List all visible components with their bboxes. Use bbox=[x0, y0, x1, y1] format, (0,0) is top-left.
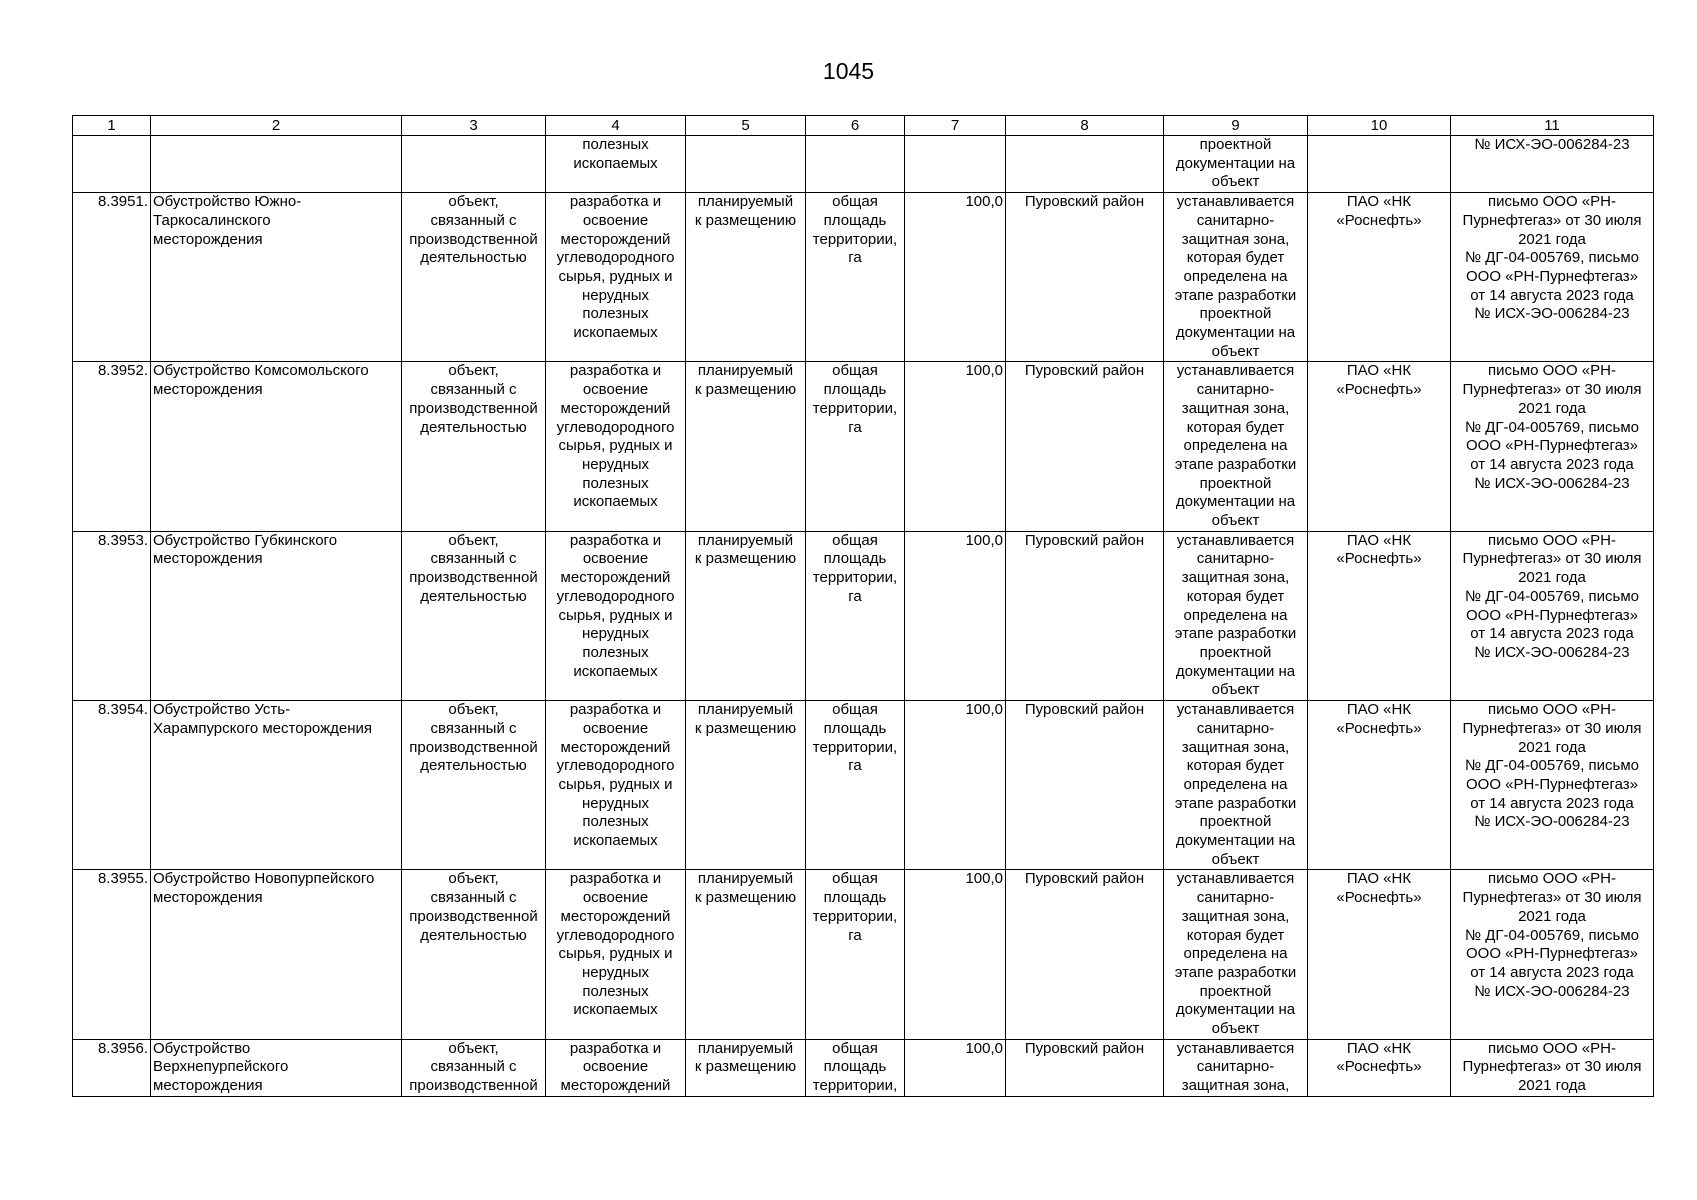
cell-purpose: разработка и освоение месторождений углеводородного сырья, рудных и нерудных полезных ископаемых bbox=[546, 193, 686, 362]
cell-value: 100,0 bbox=[905, 870, 1006, 1039]
column-number: 9 bbox=[1164, 116, 1308, 136]
cell-basis: письмо ООО «РН- Пурнефтегаз» от 30 июля 2021 года № ДГ-04-005769, письмо ООО «РН-Пурнефтегаз» от 14 августа 2023 года № ИСХ-ЭО-006284-23 bbox=[1451, 193, 1654, 362]
cell-status: планируемый к размещению bbox=[686, 701, 806, 870]
cell-purpose: разработка и освоение месторождений углеводородного сырья, рудных и нерудных полезных ископаемых bbox=[546, 701, 686, 870]
cell-location: Пуровский район bbox=[1006, 531, 1164, 700]
register-table bbox=[72, 115, 1654, 1097]
cell-purpose: разработка и освоение месторождений углеводородного сырья, рудных и нерудных полезных ископаемых bbox=[546, 531, 686, 700]
cell-organization: ПАО «НК «Роснефть» bbox=[1308, 1039, 1451, 1096]
cell-basis: № ИСХ-ЭО-006284-23 bbox=[1451, 136, 1654, 193]
cell-zone: проектной документации на объект bbox=[1164, 136, 1308, 193]
cell-status: планируемый к размещению bbox=[686, 531, 806, 700]
cell-zone: устанавливается санитарно- защитная зона, которая будет определена на этапе разработки проектной документации на объект bbox=[1164, 531, 1308, 700]
cell-purpose: полезных ископаемых bbox=[546, 136, 686, 193]
cell-basis: письмо ООО «РН- Пурнефтегаз» от 30 июля 2021 года № ДГ-04-005769, письмо ООО «РН-Пурнефтегаз» от 14 августа 2023 года № ИСХ-ЭО-006284-23 bbox=[1451, 362, 1654, 531]
cell-value: 100,0 bbox=[905, 362, 1006, 531]
continuation-row bbox=[73, 136, 1654, 193]
cell-number: 8.3955. bbox=[73, 870, 151, 1039]
cell-name: Обустройство Усть- Харампурского месторождения bbox=[151, 701, 402, 870]
cell-purpose: разработка и освоение месторождений углеводородного сырья, рудных и нерудных полезных ископаемых bbox=[546, 362, 686, 531]
page-number: 1045 bbox=[822, 58, 875, 84]
table-row bbox=[73, 701, 1654, 870]
column-number: 8 bbox=[1006, 116, 1164, 136]
cell-empty bbox=[1308, 136, 1451, 193]
cell-purpose: разработка и освоение месторождений углеводородного сырья, рудных и нерудных полезных ископаемых bbox=[546, 870, 686, 1039]
cell-number: 8.3952. bbox=[73, 362, 151, 531]
cell-number: 8.3954. bbox=[73, 701, 151, 870]
cell-name: Обустройство Новопурпейского месторождения bbox=[151, 870, 402, 1039]
cell-object-type: объект, связанный с производственной деятельностью bbox=[402, 193, 546, 362]
cell-zone: устанавливается санитарно- защитная зона, которая будет определена на этапе разработки проектной документации на объект bbox=[1164, 701, 1308, 870]
cell-value: 100,0 bbox=[905, 531, 1006, 700]
column-number: 2 bbox=[151, 116, 402, 136]
cell-organization: ПАО «НК «Роснефть» bbox=[1308, 362, 1451, 531]
column-numbers-row bbox=[73, 116, 1654, 136]
cell-number: 8.3953. bbox=[73, 531, 151, 700]
column-number: 5 bbox=[686, 116, 806, 136]
column-number: 6 bbox=[806, 116, 905, 136]
cell-basis: письмо ООО «РН- Пурнефтегаз» от 30 июля 2021 года № ДГ-04-005769, письмо ООО «РН-Пурнефтегаз» от 14 августа 2023 года № ИСХ-ЭО-006284-23 bbox=[1451, 870, 1654, 1039]
cell-organization: ПАО «НК «Роснефть» bbox=[1308, 531, 1451, 700]
cell-organization: ПАО «НК «Роснефть» bbox=[1308, 193, 1451, 362]
cell-characteristic: общая площадь территории, га bbox=[806, 701, 905, 870]
column-number: 4 bbox=[546, 116, 686, 136]
table-row bbox=[73, 870, 1654, 1039]
cell-zone: устанавливается санитарно- защитная зона, которая будет определена на этапе разработки проектной документации на объект bbox=[1164, 362, 1308, 531]
cell-zone: устанавливается санитарно- защитная зона, которая будет определена на этапе разработки проектной документации на объект bbox=[1164, 193, 1308, 362]
column-number: 10 bbox=[1308, 116, 1451, 136]
cell-name: Обустройство Верхнепурпейского месторождения bbox=[151, 1039, 402, 1096]
cell-name: Обустройство Южно- Таркосалинского месторождения bbox=[151, 193, 402, 362]
cell-empty bbox=[151, 136, 402, 193]
table-row bbox=[73, 531, 1654, 700]
column-number: 7 bbox=[905, 116, 1006, 136]
cell-status: планируемый к размещению bbox=[686, 1039, 806, 1096]
cell-organization: ПАО «НК «Роснефть» bbox=[1308, 701, 1451, 870]
cell-empty bbox=[806, 136, 905, 193]
cell-purpose: разработка и освоение месторождений bbox=[546, 1039, 686, 1096]
cell-number: 8.3951. bbox=[73, 193, 151, 362]
cell-object-type: объект, связанный с производственной деятельностью bbox=[402, 531, 546, 700]
table-row bbox=[73, 193, 1654, 362]
cell-object-type: объект, связанный с производственной bbox=[402, 1039, 546, 1096]
cell-basis: письмо ООО «РН- Пурнефтегаз» от 30 июля 2021 года № ДГ-04-005769, письмо ООО «РН-Пурнефтегаз» от 14 августа 2023 года № ИСХ-ЭО-006284-23 bbox=[1451, 531, 1654, 700]
table-row bbox=[73, 1039, 1654, 1096]
cell-status: планируемый к размещению bbox=[686, 870, 806, 1039]
cell-location: Пуровский район bbox=[1006, 1039, 1164, 1096]
cell-empty bbox=[686, 136, 806, 193]
cell-object-type: объект, связанный с производственной деятельностью bbox=[402, 701, 546, 870]
cell-value: 100,0 bbox=[905, 1039, 1006, 1096]
cell-object-type: объект, связанный с производственной деятельностью bbox=[402, 362, 546, 531]
cell-location: Пуровский район bbox=[1006, 193, 1164, 362]
table-row bbox=[73, 362, 1654, 531]
cell-characteristic: общая площадь территории, га bbox=[806, 870, 905, 1039]
cell-characteristic: общая площадь территории, га bbox=[806, 193, 905, 362]
cell-empty bbox=[1006, 136, 1164, 193]
cell-object-type: объект, связанный с производственной деятельностью bbox=[402, 870, 546, 1039]
cell-empty bbox=[402, 136, 546, 193]
cell-value: 100,0 bbox=[905, 701, 1006, 870]
cell-characteristic: общая площадь территории, га bbox=[806, 362, 905, 531]
column-number: 1 bbox=[73, 116, 151, 136]
cell-empty bbox=[73, 136, 151, 193]
cell-location: Пуровский район bbox=[1006, 701, 1164, 870]
cell-value: 100,0 bbox=[905, 193, 1006, 362]
column-number: 11 bbox=[1451, 116, 1654, 136]
cell-status: планируемый к размещению bbox=[686, 193, 806, 362]
cell-location: Пуровский район bbox=[1006, 870, 1164, 1039]
cell-characteristic: общая площадь территории, bbox=[806, 1039, 905, 1096]
cell-location: Пуровский район bbox=[1006, 362, 1164, 531]
cell-empty bbox=[905, 136, 1006, 193]
cell-name: Обустройство Губкинского месторождения bbox=[151, 531, 402, 700]
cell-status: планируемый к размещению bbox=[686, 362, 806, 531]
cell-number: 8.3956. bbox=[73, 1039, 151, 1096]
cell-basis: письмо ООО «РН- Пурнефтегаз» от 30 июля 2021 года № ДГ-04-005769, письмо ООО «РН-Пурнефтегаз» от 14 августа 2023 года № ИСХ-ЭО-006284-23 bbox=[1451, 701, 1654, 870]
cell-organization: ПАО «НК «Роснефть» bbox=[1308, 870, 1451, 1039]
cell-characteristic: общая площадь территории, га bbox=[806, 531, 905, 700]
cell-basis: письмо ООО «РН- Пурнефтегаз» от 30 июля 2021 года bbox=[1451, 1039, 1654, 1096]
cell-zone: устанавливается санитарно- защитная зона, которая будет определена на этапе разработки проектной документации на объект bbox=[1164, 870, 1308, 1039]
column-number: 3 bbox=[402, 116, 546, 136]
cell-name: Обустройство Комсомольского месторождения bbox=[151, 362, 402, 531]
cell-zone: устанавливается санитарно- защитная зона, bbox=[1164, 1039, 1308, 1096]
